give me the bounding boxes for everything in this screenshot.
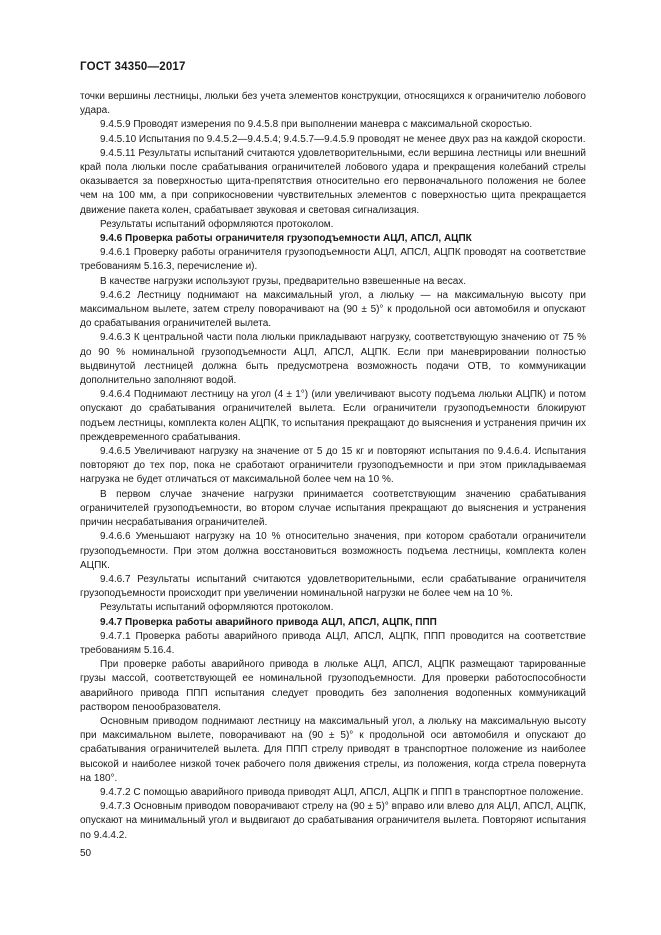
paragraph: 9.4.6.4 Поднимают лестницу на угол (4 ± 1°) (или увеличивают высоту подъема люльки АЦПК) и потом опускают до срабатывания ограничителей вылета. Если ограничители грузоподъемности блокируют подъем лестницы, комплекта колен АЦПК, то испытания прекращают до выяснения и устранения причин их преждевременного срабатывания.	[80, 389, 586, 443]
paragraph: При проверке работы аварийного привода в люльке АЦЛ, АПСЛ, АЦПК размещают тарированные грузы массой, соответствующей ее номинальной грузоподъемности. Для проверки работоспособности аварийного привода ППП испытания следует проводить без заполнения водопенных коммуникаций раствором пенообразователя.	[80, 659, 586, 713]
paragraph: 9.4.5.11 Результаты испытаний считаются удовлетворительными, если вершина лестницы или внешний край пола люльки после срабатывания ограничителей лобового удара и прекращения колебаний стрелы оказывается за поверхностью щита-препятствия относительно его первоначального положения не более чем на 100 мм, а при соприкосновении чувствительных элементов с поверхностью щита прекращается движение пакета колен, срабатывает звуковая и световая сигнализация.	[80, 147, 586, 216]
paragraph: Основным приводом поднимают лестницу на максимальный угол, а люльку на максимальную высоту при максимальном вылете, поворачивают на (90 ± 5)° к продольной оси автомобиля и опускают до срабатывания ограничителей вылета. Для ППП стрелу приводят в транспортное положение из наиболее высокой и наиболее низкой точек рабочего поля движения стрелы, из положения, когда стрела повернута на 180°.	[80, 715, 586, 784]
paragraph: Результаты испытаний оформляются протоколом.	[100, 602, 334, 614]
section-heading: 9.4.7 Проверка работы аварийного привода АЦЛ, АПСЛ, АЦПК, ППП	[100, 616, 437, 628]
paragraph: точки вершины лестницы, люльки без учета элементов конструкции, относящихся к ограничителю лобового удара.	[80, 91, 586, 117]
paragraph: 9.4.6.1 Проверку работы ограничителя грузоподъемности АЦЛ, АПСЛ, АЦПК проводят на соответствие требованиям 5.16.3, перечисление и).	[80, 247, 586, 273]
paragraph: 9.4.5.10 Испытания по 9.4.5.2—9.4.5.4; 9.4.5.7—9.4.5.9 проводят не менее двух раз на каждой скорости.	[100, 133, 586, 145]
paragraph: 9.4.5.9 Проводят измерения по 9.4.5.8 при выполнении маневра с максимальной скоростью.	[100, 119, 533, 131]
page-number: 50	[80, 848, 92, 859]
paragraph: В качестве нагрузки используют грузы, предварительно взвешенные на весах.	[100, 275, 467, 287]
standard-header: ГОСТ 34350—2017	[80, 61, 186, 73]
document-body	[80, 90, 586, 843]
paragraph: Результаты испытаний оформляются протоколом.	[100, 218, 334, 230]
paragraph: 9.4.6.3 К центральной части пола люльки прикладывают нагрузку, соответствующую значению от 75 % до 90 % номинальной грузоподъемности АЦЛ, АПСЛ, АЦПК. Если при маневрировании полностью выдвинутой лестницей должна быть предусмотрена возможность подачи ОТВ, то коммуникации дополнительно заполняют водой.	[80, 332, 586, 387]
paragraph: 9.4.7.3 Основным приводом поворачивают стрелу на (90 ± 5)° вправо или влево для АЦЛ, АПСЛ, АЦПК, опускают на минимальный угол и выдвигают до срабатывания ограничителя вылета. Повторяют испытания по 9.4.4.2.	[80, 801, 586, 841]
paragraph: 9.4.7.1 Проверка работы аварийного привода АЦЛ, АПСЛ, АЦПК, ППП проводится на соответствие требованиям 5.16.4.	[80, 630, 586, 656]
paragraph: 9.4.6.2 Лестницу поднимают на максимальный угол, а люльку — на максимальную высоту при максимальном вылете, затем стрелу поворачивают на (90 ± 5)° к продольной оси автомобиля и опускают до срабатывания ограничителей вылета.	[80, 289, 586, 330]
paragraph: 9.4.6.6 Уменьшают нагрузку на 10 % относительно значения, при котором сработали ограничители грузоподъемности. При этом должна восстановиться возможность подъема лестницы, комплекта колен АЦПК.	[80, 531, 586, 571]
paragraph: 9.4.6.5 Увеличивают нагрузку на значение от 5 до 15 кг и повторяют испытания по 9.4.6.4. Испытания повторяют до тех пор, пока не сработают ограничители грузоподъемности и при этом прикладываемая нагрузка не будет отличаться от максимальной более чем на 10 %.	[80, 446, 586, 486]
paragraph: 9.4.6.7 Результаты испытаний считаются удовлетворительными, если срабатывание ограничителя грузоподъемности происходит при увеличении номинальной нагрузки не более чем на 10 %.	[80, 573, 586, 600]
paragraph: 9.4.7.2 С помощью аварийного привода приводят АЦЛ, АПСЛ, АЦПК и ППП в транспортное положение.	[100, 786, 584, 798]
paragraph: В первом случае значение нагрузки принимается соответствующим значению срабатывания ограничителей грузоподъемности, во втором случае испытания прекращают до выяснения и устранения причин несрабатывания ограничителей.	[80, 488, 586, 529]
section-heading: 9.4.6 Проверка работы ограничителя грузоподъемности АЦЛ, АПСЛ, АЦПК	[100, 233, 472, 245]
